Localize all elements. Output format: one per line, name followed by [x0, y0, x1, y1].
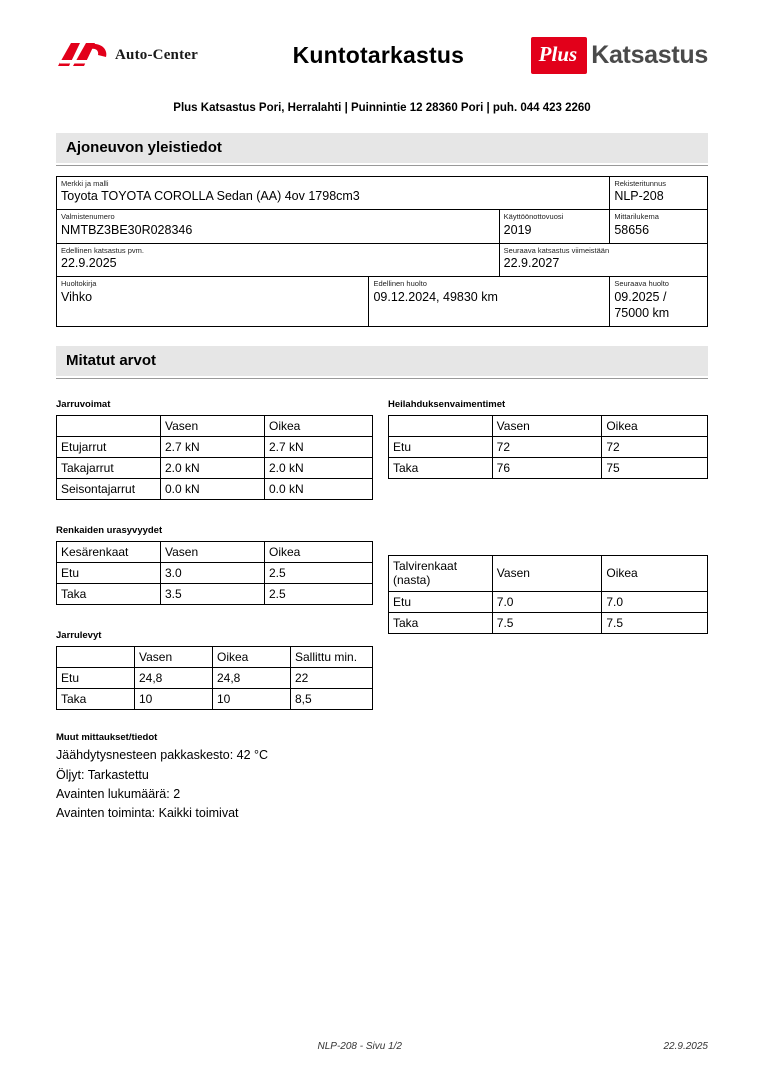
- cell-value: 22: [291, 668, 373, 689]
- table-row: [57, 689, 373, 710]
- cell-value: 7.0: [492, 592, 602, 613]
- cell-year: [499, 210, 610, 243]
- field-label: Valmistenumero: [61, 212, 115, 222]
- header-left: Vasen: [492, 556, 602, 592]
- header-category: Kesärenkaat: [57, 542, 161, 563]
- cell-value: 2.0 kN: [265, 458, 373, 479]
- table-row: [57, 458, 373, 479]
- header-right: Oikea: [265, 416, 373, 437]
- dampers-table: [388, 415, 708, 479]
- header-category: Talvirenkaat (nasta): [389, 556, 493, 592]
- table-row: [57, 563, 373, 584]
- measurements-area: [56, 399, 708, 829]
- table-row: [57, 437, 373, 458]
- auto-center-wordmark: Auto-Center: [115, 46, 199, 63]
- header-min: Sallittu min.: [291, 647, 373, 668]
- header-right: Oikea: [602, 416, 708, 437]
- cell-next-service: [610, 277, 708, 327]
- row-label: Taka: [57, 689, 135, 710]
- header-blank: [57, 647, 135, 668]
- table-row: [389, 592, 708, 613]
- field-label: Merkki ja malli: [61, 179, 109, 188]
- row-label: Seisontajarrut: [57, 479, 161, 500]
- row-label: Etu: [57, 668, 135, 689]
- other-line: Avainten toiminta: Kaikki toimivat: [56, 806, 239, 821]
- cell-value: 72: [602, 437, 708, 458]
- cell-value: 0.0 kN: [161, 479, 265, 500]
- cell-make-model: [57, 177, 610, 210]
- table-header-row: [389, 556, 708, 592]
- divider: [56, 165, 708, 166]
- cell-value: 10: [213, 689, 291, 710]
- row-label: Takajarrut: [57, 458, 161, 479]
- cell-value: 76: [492, 458, 602, 479]
- field-label: Mittarilukema: [614, 212, 659, 222]
- field-label: Käyttöönottovuosi: [503, 212, 564, 222]
- cell-value: 24,8: [213, 668, 291, 689]
- header-right: Oikea: [602, 556, 708, 592]
- table-header-row: [57, 647, 373, 668]
- cell-value: 24,8: [135, 668, 213, 689]
- tread-summer-table: [56, 541, 373, 605]
- station-address: Plus Katsastus Pori, Herralahti | Puinnintie 12 28360 Pori | puh. 044 423 2260: [173, 102, 591, 114]
- tread-depth-title: Renkaiden urasyvyydet: [56, 525, 163, 537]
- other-line: Avainten lukumäärä: 2: [56, 787, 181, 801]
- cell-service-book: [57, 277, 369, 327]
- table-row: [389, 437, 708, 458]
- header-blank: [389, 416, 493, 437]
- cell-value: 2.5: [265, 584, 373, 605]
- auto-center-logo: [56, 40, 198, 70]
- footer-date: 22.9.2025: [663, 1041, 708, 1052]
- table-row: [57, 210, 708, 243]
- cell-value: 2.0 kN: [161, 458, 265, 479]
- cell-value: 2.5: [265, 563, 373, 584]
- other-line: Jäähdytysnesteen pakkaskesto: 42 °C: [56, 748, 269, 763]
- row-label: Taka: [389, 613, 493, 634]
- cell-value: 8,5: [291, 689, 373, 710]
- divider: [56, 378, 708, 379]
- field-label: Huoltokirja: [61, 279, 97, 289]
- row-label: Etu: [389, 437, 493, 458]
- measurements-right-column: [388, 399, 708, 634]
- vehicle-info-table: [56, 176, 708, 327]
- field-value: NMTBZ3BE30R028346: [61, 222, 193, 237]
- footer-page-info: NLP-208 - Sivu 1/2: [317, 1041, 402, 1052]
- ac-logo-icon: [56, 40, 108, 70]
- cell-value: 0.0 kN: [265, 479, 373, 500]
- table-row: [57, 584, 373, 605]
- table-row: [57, 277, 708, 327]
- field-value: 22.9.2025: [61, 256, 117, 271]
- other-measurements-title: Muut mittaukset/tiedot: [56, 732, 158, 744]
- row-label: Etu: [57, 563, 161, 584]
- table-row: [389, 458, 708, 479]
- row-label: Taka: [389, 458, 493, 479]
- header-left: Vasen: [161, 416, 265, 437]
- header-left: Vasen: [492, 416, 602, 437]
- table-row: [57, 479, 373, 500]
- cell-value: 3.0: [161, 563, 265, 584]
- page-footer: [56, 1041, 708, 1052]
- cell-prev-inspection: [57, 243, 500, 276]
- tread-winter-table: [388, 555, 708, 634]
- field-label: Edellinen huolto: [373, 279, 427, 289]
- header-right: Oikea: [213, 647, 291, 668]
- cell-vin: [57, 210, 500, 243]
- field-value: Toyota TOYOTA COROLLA Sedan (AA) 4ov 1798cm3: [61, 189, 360, 204]
- measurements-left-column: [56, 399, 376, 824]
- header-blank: [57, 416, 161, 437]
- header-right: Oikea: [265, 542, 373, 563]
- cell-plate: [610, 177, 708, 210]
- field-value: NLP-208: [614, 189, 664, 204]
- brake-discs-table: [56, 646, 373, 710]
- brake-discs-title: Jarrulevyt: [56, 630, 102, 642]
- cell-value: 3.5: [161, 584, 265, 605]
- cell-value: 10: [135, 689, 213, 710]
- brake-forces-table: [56, 415, 373, 500]
- cell-prev-service: [369, 277, 610, 327]
- field-value: 2019: [503, 222, 532, 237]
- cell-value: 2.7 kN: [265, 437, 373, 458]
- cell-value: 7.5: [602, 613, 708, 634]
- field-value: 09.2025 / 75000 km: [614, 289, 670, 321]
- field-label: Seuraava katsastus viimeistään: [503, 245, 610, 255]
- field-label: Rekisteritunnus: [614, 179, 667, 188]
- cell-odometer: [610, 210, 708, 243]
- cell-value: 7.0: [602, 592, 708, 613]
- field-label: Edellinen katsastus pvm.: [61, 245, 144, 255]
- cell-value: 7.5: [492, 613, 602, 634]
- section-measured-values: Mitatut arvot: [56, 345, 708, 376]
- page-title: Kuntotarkastus: [292, 41, 465, 68]
- table-header-row: [57, 542, 373, 563]
- plus-katsastus-logo: [531, 37, 708, 74]
- field-value: 09.12.2024, 49830 km: [373, 289, 498, 304]
- dampers-title: Heilahduksenvaimentimet: [388, 399, 506, 411]
- table-header-row: [57, 416, 373, 437]
- table-row: [57, 243, 708, 276]
- field-value: Vihko: [61, 289, 93, 304]
- katsastus-wordmark: Katsastus: [591, 40, 708, 69]
- cell-value: 72: [492, 437, 602, 458]
- other-line: Öljyt: Tarkastettu: [56, 767, 149, 782]
- brake-forces-title: Jarruvoimat: [56, 399, 111, 411]
- field-value: 22.9.2027: [503, 256, 560, 271]
- header-left: Vasen: [135, 647, 213, 668]
- field-value: 58656: [614, 222, 650, 237]
- row-label: Etu: [389, 592, 493, 613]
- document-content: [56, 28, 708, 829]
- cell-next-inspection: [499, 243, 707, 276]
- table-row: [57, 177, 708, 210]
- table-row: [389, 613, 708, 634]
- table-row: [57, 668, 373, 689]
- header-left: Vasen: [161, 542, 265, 563]
- cell-value: 2.7 kN: [161, 437, 265, 458]
- document-header: [56, 28, 708, 82]
- row-label: Etujarrut: [57, 437, 161, 458]
- field-label: Seuraava huolto: [614, 279, 669, 289]
- section-general-info: Ajoneuvon yleistiedot: [56, 132, 708, 163]
- cell-value: 75: [602, 458, 708, 479]
- plus-badge: Plus: [531, 37, 588, 74]
- table-header-row: [389, 416, 708, 437]
- row-label: Taka: [57, 584, 161, 605]
